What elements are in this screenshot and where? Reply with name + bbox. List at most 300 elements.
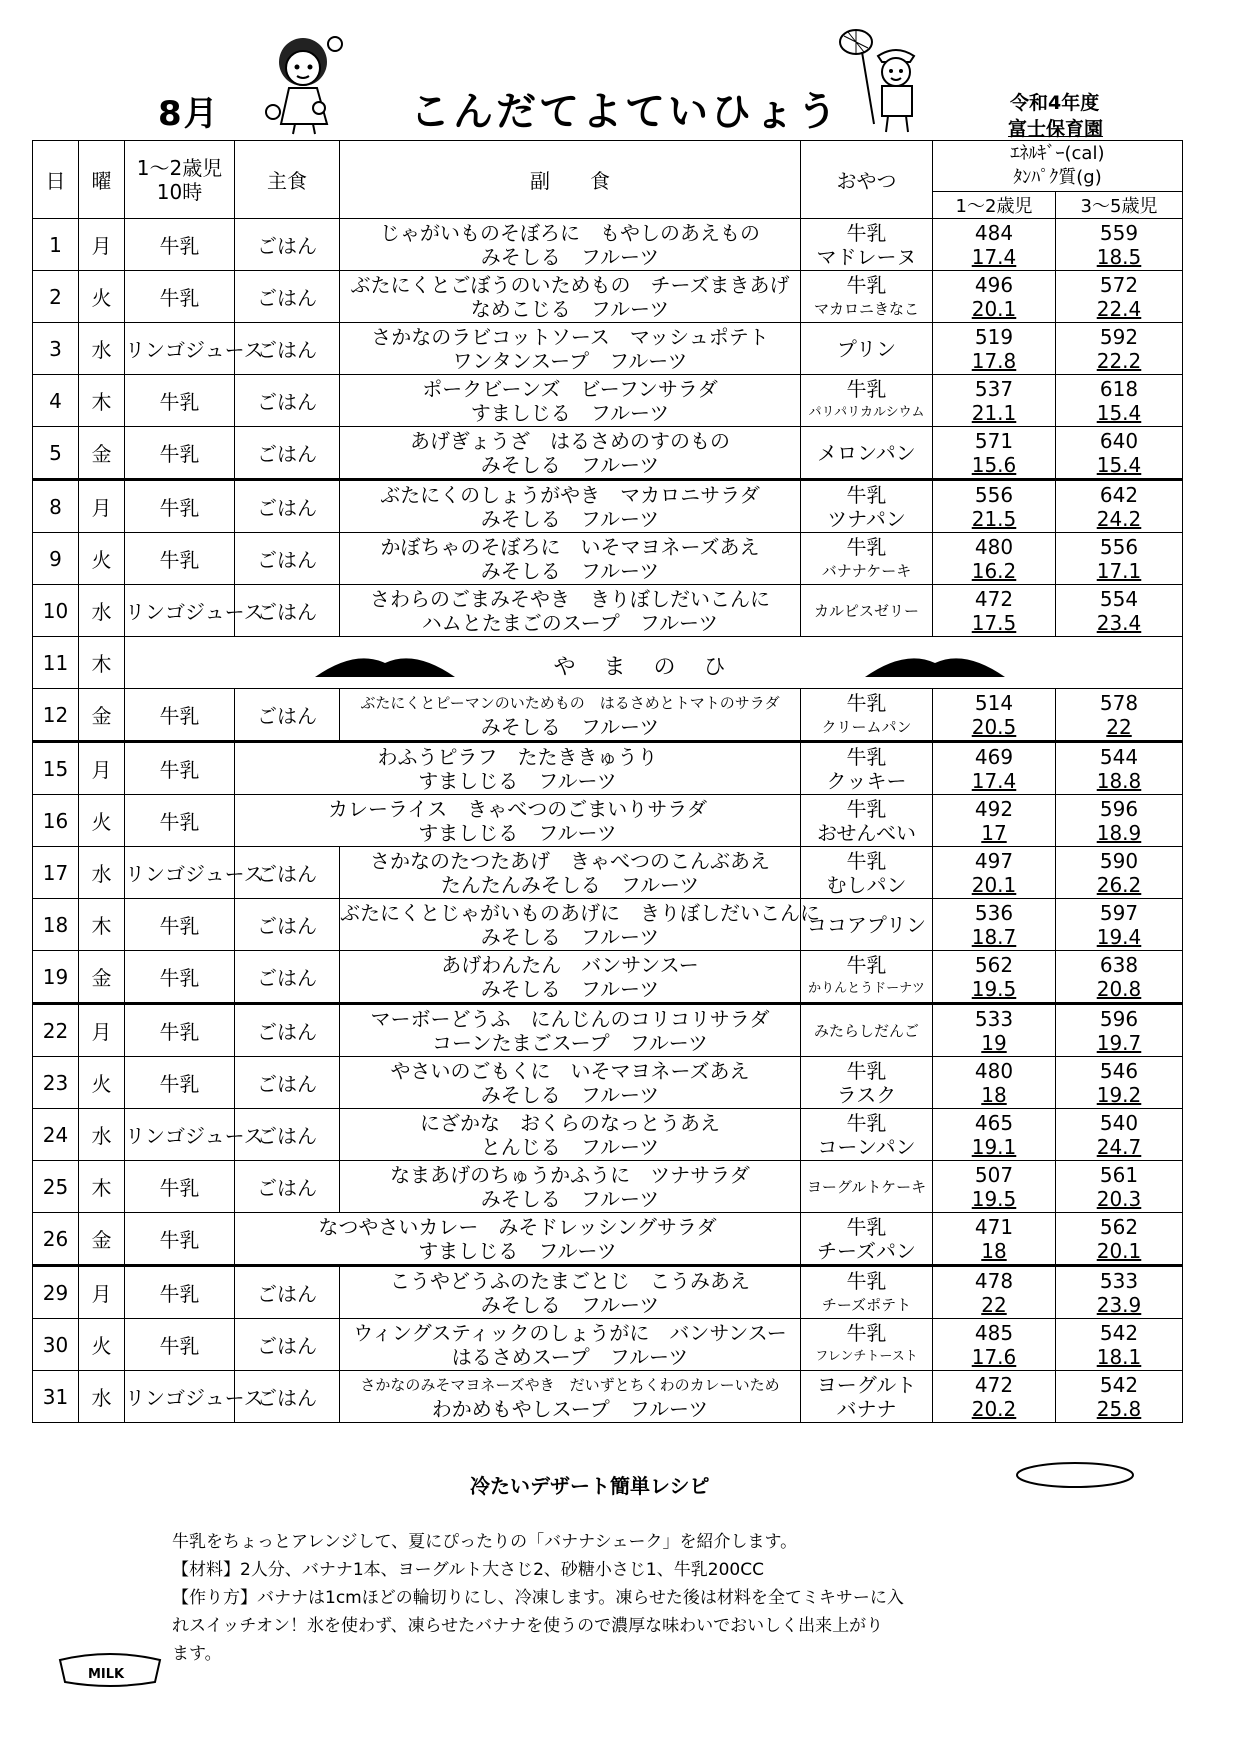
protein-value: 20.5 <box>971 714 1017 739</box>
side-dish-cell <box>340 689 801 742</box>
side-dish-line2: みそしる フルーツ <box>480 452 660 477</box>
side-dish-line2: みそしる フルーツ <box>480 1082 660 1107</box>
nutrition-age-1-2 <box>933 742 1056 795</box>
protein-value: 18 <box>981 1082 1007 1107</box>
snack-line1: ココアプリン <box>806 912 927 937</box>
protein-value: 17 <box>981 820 1007 845</box>
header-weekday: 曜 <box>79 141 125 219</box>
day-cell: 19 <box>33 951 79 1004</box>
protein-value: 17.4 <box>971 244 1017 269</box>
energy-value: 638 <box>1099 952 1139 977</box>
side-dish-cell <box>340 847 801 899</box>
protein-value: 19.4 <box>1096 924 1142 949</box>
snack-line2: マカロニきなこ <box>813 299 919 318</box>
snack-line1: 牛乳 <box>846 272 887 297</box>
energy-value: 590 <box>1099 848 1139 873</box>
table-row <box>33 1213 1183 1266</box>
day-cell: 24 <box>33 1109 79 1161</box>
nutrition-age-1-2 <box>933 219 1056 271</box>
side-dish-cell <box>340 1161 801 1213</box>
table-row <box>33 1004 1183 1057</box>
energy-value: 618 <box>1099 376 1139 401</box>
milk-label: MILK <box>88 1667 125 1682</box>
nutrition-age-3-5 <box>1056 1161 1183 1213</box>
snack-line1: 牛乳 <box>846 744 887 769</box>
weekday-cell: 月 <box>79 1004 125 1057</box>
protein-value: 21.5 <box>971 506 1017 531</box>
energy-value: 472 <box>974 1372 1014 1397</box>
table-row <box>33 271 1183 323</box>
table-row <box>33 742 1183 795</box>
snack-line2: パリパリカルシウム <box>808 404 925 420</box>
snack-line2: チーズパン <box>817 1238 916 1263</box>
side-dish-line1: なまあげのちゅうかふうに ツナサラダ <box>390 1162 750 1187</box>
energy-value: 561 <box>1099 1162 1139 1187</box>
staple-cell: ごはん <box>235 1266 340 1319</box>
nutrition-age-1-2 <box>933 951 1056 1004</box>
side-dish-line2: すましじる フルーツ <box>418 1238 617 1263</box>
snack-cell <box>801 427 933 480</box>
side-dish-line2: たんたんみそしる フルーツ <box>440 872 700 897</box>
snack-10am-cell: 牛乳 <box>125 1161 235 1213</box>
protein-value: 20.8 <box>1096 976 1142 1001</box>
energy-value: 465 <box>974 1110 1014 1135</box>
weekday-cell: 金 <box>79 951 125 1004</box>
nutrition-age-1-2 <box>933 323 1056 375</box>
side-dish-cell <box>340 585 801 637</box>
nutrition-age-1-2 <box>933 480 1056 533</box>
snack-cell <box>801 1213 933 1266</box>
day-cell: 17 <box>33 847 79 899</box>
staple-cell: ごはん <box>235 323 340 375</box>
staple-cell: ごはん <box>235 1004 340 1057</box>
holiday-cell <box>125 637 1183 689</box>
snack-cell <box>801 1371 933 1423</box>
day-cell: 31 <box>33 1371 79 1423</box>
side-dish-line1: なつやさいカレー みそドレッシングサラダ <box>318 1214 717 1239</box>
snack-line1: 牛乳 <box>846 848 887 873</box>
snack-cell <box>801 1109 933 1161</box>
holiday-row <box>33 637 1183 689</box>
energy-value: 596 <box>1099 1006 1139 1031</box>
nutrition-age-1-2 <box>933 585 1056 637</box>
energy-value: 554 <box>1099 586 1139 611</box>
snack-cell <box>801 1319 933 1371</box>
protein-value: 18.9 <box>1096 820 1142 845</box>
protein-value: 15.4 <box>1096 452 1142 477</box>
snack-cell <box>801 375 933 427</box>
day-cell: 23 <box>33 1057 79 1109</box>
nutrition-age-1-2 <box>933 375 1056 427</box>
day-cell: 29 <box>33 1266 79 1319</box>
table-row <box>33 1319 1183 1371</box>
table-row <box>33 689 1183 742</box>
table-row <box>33 1266 1183 1319</box>
nutrition-age-3-5 <box>1056 585 1183 637</box>
nutrition-age-1-2 <box>933 1319 1056 1371</box>
protein-value: 20.1 <box>1096 1238 1142 1263</box>
protein-value: 17.5 <box>971 610 1017 635</box>
table-row <box>33 951 1183 1004</box>
nutrition-age-3-5 <box>1056 219 1183 271</box>
protein-value: 26.2 <box>1096 872 1142 897</box>
table-row <box>33 899 1183 951</box>
menu-table <box>32 140 1183 1423</box>
fiscal-year: 令和4年度 <box>1010 92 1100 114</box>
protein-value: 17.8 <box>971 348 1017 373</box>
staple-cell: ごはん <box>235 1319 340 1371</box>
staple-cell: ごはん <box>235 219 340 271</box>
weekday-cell: 水 <box>79 585 125 637</box>
header-age-3-5: 3～5歳児 <box>1056 192 1183 219</box>
table-row <box>33 1161 1183 1213</box>
side-dish-line2: ワンタンスープ フルーツ <box>452 348 688 373</box>
nutrition-age-3-5 <box>1056 951 1183 1004</box>
snack-line1: 牛乳 <box>846 1320 887 1345</box>
energy-value: 559 <box>1099 220 1139 245</box>
energy-value: 519 <box>974 324 1014 349</box>
weekday-cell: 火 <box>79 1319 125 1371</box>
snack-10am-cell: 牛乳 <box>125 1319 235 1371</box>
header-side: 副 食 <box>340 141 801 219</box>
energy-value: 536 <box>974 900 1014 925</box>
weekday-cell: 水 <box>79 323 125 375</box>
energy-value: 542 <box>1099 1372 1139 1397</box>
nutrition-age-3-5 <box>1056 533 1183 585</box>
table-row <box>33 1109 1183 1161</box>
day-cell: 10 <box>33 585 79 637</box>
header-snack: おやつ <box>801 141 933 219</box>
snack-line1: みたらしだんご <box>813 1021 919 1040</box>
side-dish-cell <box>235 795 801 847</box>
snack-cell <box>801 533 933 585</box>
girl-illustration <box>255 28 365 136</box>
snack-line2: ツナパン <box>827 506 906 531</box>
snack-10am-cell: 牛乳 <box>125 1213 235 1266</box>
energy-value: 514 <box>974 690 1014 715</box>
header-nutrition: ｴﾈﾙｷﾞｰ(cal) ﾀﾝﾊﾟｸ質(g) <box>933 141 1183 192</box>
nutrition-age-3-5 <box>1056 427 1183 480</box>
header-10am-snack: 1～2歳児 10時 <box>125 141 235 219</box>
snack-line1: 牛乳 <box>846 1214 887 1239</box>
day-cell: 18 <box>33 899 79 951</box>
day-cell: 16 <box>33 795 79 847</box>
bowl-illustration <box>1010 1455 1140 1495</box>
weekday-cell: 水 <box>79 1371 125 1423</box>
table-row <box>33 427 1183 480</box>
nutrition-age-1-2 <box>933 1004 1056 1057</box>
nutrition-age-1-2 <box>933 1057 1056 1109</box>
snack-line1: 牛乳 <box>846 482 887 507</box>
side-dish-cell <box>340 1004 801 1057</box>
energy-value: 540 <box>1099 1110 1139 1135</box>
snack-line1: 牛乳 <box>846 376 887 401</box>
nutrition-age-3-5 <box>1056 1371 1183 1423</box>
side-dish-cell <box>340 1319 801 1371</box>
holiday-label: やまのひ <box>553 655 754 680</box>
snack-line1: ヨーグルトケーキ <box>806 1177 927 1196</box>
protein-value: 19.7 <box>1096 1030 1142 1055</box>
weekday-cell: 木 <box>79 1161 125 1213</box>
side-dish-line2: すましじる フルーツ <box>418 768 617 793</box>
nutrition-age-3-5 <box>1056 742 1183 795</box>
snack-line2: かりんとうドーナツ <box>808 980 925 996</box>
nutrition-age-1-2 <box>933 899 1056 951</box>
snack-10am-cell: 牛乳 <box>125 480 235 533</box>
staple-cell: ごはん <box>235 375 340 427</box>
snack-cell <box>801 219 933 271</box>
weekday-cell: 金 <box>79 689 125 742</box>
side-dish-line1: ぶたにくのしょうがやき マカロニサラダ <box>380 482 760 507</box>
side-dish-line1: さわらのごまみそやき きりぼしだいこんに <box>370 586 770 611</box>
energy-value: 642 <box>1099 482 1139 507</box>
snack-10am-cell: 牛乳 <box>125 375 235 427</box>
energy-value: 484 <box>974 220 1014 245</box>
holiday-banner <box>125 637 1182 688</box>
table-row <box>33 1371 1183 1423</box>
protein-value: 18 <box>981 1238 1007 1263</box>
energy-value: 562 <box>1099 1214 1139 1239</box>
day-cell: 5 <box>33 427 79 480</box>
protein-value: 18.8 <box>1096 768 1142 793</box>
protein-value: 19.5 <box>971 1186 1017 1211</box>
snack-line2: コーンパン <box>817 1134 916 1159</box>
side-dish-line1: カレーライス きゃべつのごまいりサラダ <box>328 796 707 821</box>
side-dish-cell <box>235 742 801 795</box>
staple-cell: ごはん <box>235 271 340 323</box>
snack-cell <box>801 847 933 899</box>
side-dish-line1: さかなのラビコットソース マッシュポテト <box>371 324 769 349</box>
side-dish-line2: ハムとたまごのスープ フルーツ <box>421 610 719 635</box>
side-dish-line2: みそしる フルーツ <box>480 1186 660 1211</box>
table-row <box>33 323 1183 375</box>
staple-cell: ごはん <box>235 847 340 899</box>
side-dish-line2: みそしる フルーツ <box>480 558 660 583</box>
staple-cell: ごはん <box>235 480 340 533</box>
day-cell: 25 <box>33 1161 79 1213</box>
side-dish-line1: ぶたにくとごぼうのいためもの チーズまきあげ <box>350 272 790 297</box>
snack-cell <box>801 742 933 795</box>
snack-10am-cell: 牛乳 <box>125 951 235 1004</box>
table-row <box>33 219 1183 271</box>
side-dish-line2: コーンたまごスープ フルーツ <box>432 1030 708 1055</box>
side-dish-line2: みそしる フルーツ <box>480 976 660 1001</box>
protein-value: 22 <box>981 1292 1007 1317</box>
side-dish-line1: にざかな おくらのなっとうあえ <box>420 1110 720 1135</box>
table-row <box>33 533 1183 585</box>
header-age-1-2: 1～2歳児 <box>933 192 1056 219</box>
protein-value: 17.1 <box>1096 558 1142 583</box>
day-cell: 15 <box>33 742 79 795</box>
energy-value: 556 <box>1099 534 1139 559</box>
protein-value: 19.1 <box>971 1134 1017 1159</box>
weekday-cell: 月 <box>79 742 125 795</box>
protein-value: 16.2 <box>971 558 1017 583</box>
protein-value: 19.2 <box>1096 1082 1142 1107</box>
nutrition-age-3-5 <box>1056 847 1183 899</box>
day-cell: 9 <box>33 533 79 585</box>
energy-value: 546 <box>1099 1058 1139 1083</box>
snack-10am-cell: 牛乳 <box>125 533 235 585</box>
staple-cell: ごはん <box>235 1057 340 1109</box>
snack-cell <box>801 480 933 533</box>
weekday-cell: 月 <box>79 1266 125 1319</box>
boy-with-net-illustration <box>826 24 936 136</box>
energy-value: 537 <box>974 376 1014 401</box>
side-dish-cell <box>340 427 801 480</box>
side-dish-line1: かぼちゃのそぼろに いそマヨネーズあえ <box>380 534 760 559</box>
snack-10am-cell: 牛乳 <box>125 1004 235 1057</box>
protein-value: 18.5 <box>1096 244 1142 269</box>
snack-line1: 牛乳 <box>846 534 887 559</box>
weekday-cell: 木 <box>79 375 125 427</box>
protein-value: 22 <box>1106 714 1132 739</box>
side-dish-cell <box>340 271 801 323</box>
snack-line1: 牛乳 <box>846 1058 887 1083</box>
energy-value: 597 <box>1099 900 1139 925</box>
energy-value: 542 <box>1099 1320 1139 1345</box>
snack-cell <box>801 1266 933 1319</box>
staple-cell: ごはん <box>235 951 340 1004</box>
energy-value: 592 <box>1099 324 1139 349</box>
nutrition-age-1-2 <box>933 427 1056 480</box>
side-dish-cell <box>340 1266 801 1319</box>
snack-10am-cell: 牛乳 <box>125 219 235 271</box>
day-cell: 30 <box>33 1319 79 1371</box>
side-dish-line2: みそしる フルーツ <box>480 506 660 531</box>
weekday-cell: 金 <box>79 427 125 480</box>
side-dish-line1: こうやどうふのたまごとじ こうみあえ <box>390 1268 750 1293</box>
side-dish-line1: さかなのみそマヨネーズやき だいずとちくわのカレーいため <box>360 1375 780 1394</box>
recipe-title: 冷たいデザート簡単レシピ <box>470 1474 710 1498</box>
side-dish-cell <box>340 1109 801 1161</box>
nutrition-age-1-2 <box>933 1109 1056 1161</box>
energy-value: 472 <box>974 586 1014 611</box>
protein-value: 20.1 <box>971 872 1017 897</box>
nutrition-age-1-2 <box>933 689 1056 742</box>
protein-value: 18.1 <box>1096 1344 1142 1369</box>
energy-value: 556 <box>974 482 1014 507</box>
energy-value: 572 <box>1099 272 1139 297</box>
weekday-cell: 金 <box>79 1213 125 1266</box>
snack-line1: ヨーグルト <box>816 1372 917 1397</box>
snack-10am-cell: リンゴジュース <box>125 1109 235 1161</box>
side-dish-line2: すましじる フルーツ <box>418 820 617 845</box>
staple-cell: ごはん <box>235 533 340 585</box>
side-dish-line2: みそしる フルーツ <box>480 1292 660 1317</box>
snack-line2: バナナケーキ <box>821 561 912 580</box>
snack-10am-cell: リンゴジュース <box>125 1371 235 1423</box>
energy-value: 596 <box>1099 796 1139 821</box>
snack-10am-cell: 牛乳 <box>125 689 235 742</box>
snack-cell <box>801 689 933 742</box>
snack-line1: プリン <box>836 336 897 361</box>
nutrition-age-3-5 <box>1056 1004 1183 1057</box>
protein-value: 23.9 <box>1096 1292 1142 1317</box>
protein-value: 22.4 <box>1096 296 1142 321</box>
day-cell: 4 <box>33 375 79 427</box>
side-dish-line2: なめこじる フルーツ <box>470 296 670 321</box>
snack-line2: フレンチトースト <box>815 1348 918 1364</box>
energy-value: 578 <box>1099 690 1139 715</box>
weekday-cell: 火 <box>79 795 125 847</box>
day-cell: 22 <box>33 1004 79 1057</box>
side-dish-line2: はるさめスープ フルーツ <box>451 1344 689 1369</box>
table-row <box>33 1057 1183 1109</box>
energy-value: 492 <box>974 796 1014 821</box>
energy-value: 480 <box>974 1058 1014 1083</box>
snack-10am-cell: 牛乳 <box>125 742 235 795</box>
day-cell: 11 <box>33 637 79 689</box>
staple-cell: ごはん <box>235 899 340 951</box>
weekday-cell: 月 <box>79 480 125 533</box>
energy-value: 640 <box>1099 428 1139 453</box>
table-row <box>33 480 1183 533</box>
snack-line2: おせんべい <box>817 820 916 845</box>
staple-cell: ごはん <box>235 585 340 637</box>
side-dish-line2: すましじる フルーツ <box>470 400 670 425</box>
snack-10am-cell: 牛乳 <box>125 899 235 951</box>
staple-cell: ごはん <box>235 1161 340 1213</box>
nutrition-age-1-2 <box>933 1161 1056 1213</box>
snack-line2: バナナ <box>836 1396 897 1421</box>
milk-bottle-illustration <box>50 1630 170 1690</box>
recipe-method: 【作り方】バナナは1cmほどの輪切りにし、冷凍します。凍らせた後は材料を全てミキサーに入 <box>172 1588 904 1608</box>
snack-cell <box>801 795 933 847</box>
snack-10am-cell: 牛乳 <box>125 271 235 323</box>
side-dish-line1: マーボーどうふ にんじんのコリコリサラダ <box>370 1006 770 1031</box>
side-dish-cell <box>340 219 801 271</box>
side-dish-line1: わふうピラフ たたききゅうり <box>377 744 658 769</box>
snack-line2: マドレーヌ <box>816 244 917 269</box>
protein-value: 24.2 <box>1096 506 1142 531</box>
side-dish-line1: あげわんたん バンサンスー <box>441 952 699 977</box>
weekday-cell: 月 <box>79 219 125 271</box>
side-dish-line1: ウィングスティックのしょうがに バンサンスー <box>353 1320 787 1345</box>
page-title: こんだてよていひょう <box>410 89 840 135</box>
nutrition-age-1-2 <box>933 795 1056 847</box>
protein-value: 17.6 <box>971 1344 1017 1369</box>
nutrition-age-3-5 <box>1056 1266 1183 1319</box>
weekday-cell: 木 <box>79 637 125 689</box>
side-dish-cell <box>340 375 801 427</box>
snack-cell <box>801 323 933 375</box>
side-dish-line1: あげぎょうざ はるさめのすのもの <box>410 428 730 453</box>
nutrition-age-1-2 <box>933 1213 1056 1266</box>
nutrition-age-3-5 <box>1056 1109 1183 1161</box>
protein-value: 15.6 <box>971 452 1017 477</box>
weekday-cell: 木 <box>79 899 125 951</box>
side-dish-line1: ぶたにくとピーマンのいためもの はるさめとトマトのサラダ <box>360 693 780 712</box>
nutrition-age-3-5 <box>1056 899 1183 951</box>
nursery-name: 富士保育園 <box>1008 118 1104 140</box>
nutrition-age-3-5 <box>1056 795 1183 847</box>
recipe-method-cont: れスイッチオン！氷を使わず、凍らせたバナナを使うので濃厚な味わいでおいしく出来上がり <box>172 1616 884 1636</box>
snack-line2: むしパン <box>826 872 907 897</box>
energy-value: 544 <box>1099 744 1139 769</box>
energy-value: 485 <box>974 1320 1014 1345</box>
protein-value: 19 <box>981 1030 1007 1055</box>
snack-cell <box>801 271 933 323</box>
side-dish-cell <box>235 1213 801 1266</box>
snack-cell <box>801 1004 933 1057</box>
protein-value: 20.3 <box>1096 1186 1142 1211</box>
energy-value: 497 <box>974 848 1014 873</box>
nutrition-age-1-2 <box>933 271 1056 323</box>
header-day: 日 <box>33 141 79 219</box>
nutrition-age-1-2 <box>933 533 1056 585</box>
energy-value: 533 <box>1099 1268 1139 1293</box>
